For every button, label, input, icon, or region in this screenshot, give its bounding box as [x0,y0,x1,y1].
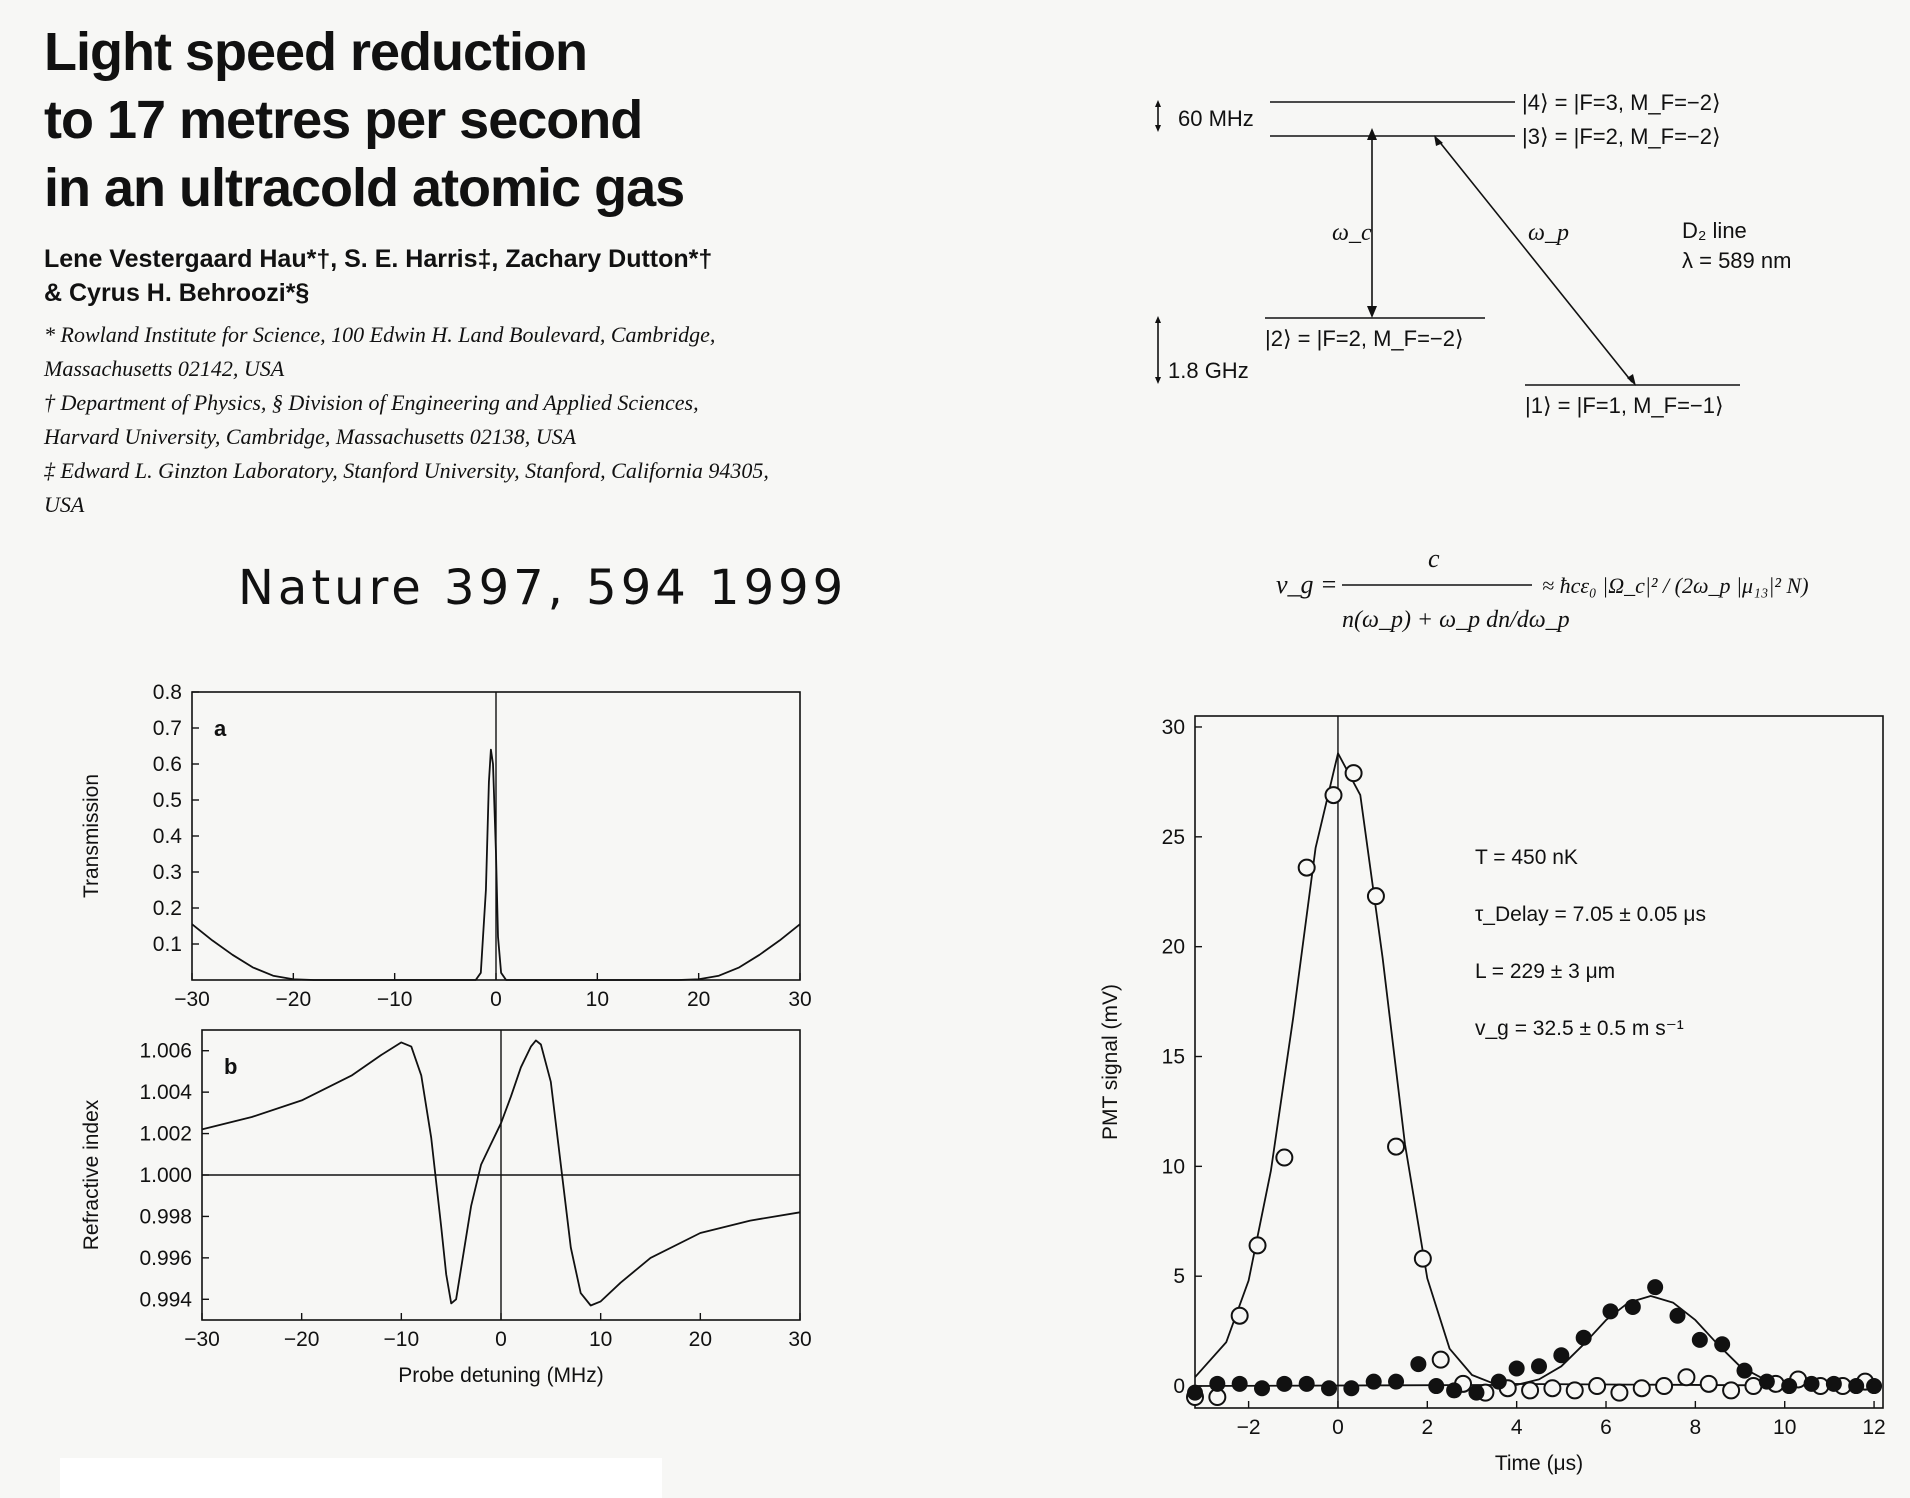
y-tick-label: 1.000 [139,1164,192,1187]
paper-title [44,18,924,222]
x-tick-label: 10 [1773,1416,1797,1439]
open-circle-point [1701,1376,1717,1392]
x-tick-label: −10 [376,988,413,1011]
filled-circle-point [1254,1380,1270,1396]
x-tick-label: 10 [588,1328,613,1351]
x-tick-label: −20 [275,988,312,1011]
blank-strip [60,1458,662,1498]
y-axis-label: Transmission [80,773,103,899]
fit-annotation: L = 229 ± 3 μm [1475,960,1616,983]
filled-circle-point [1491,1374,1507,1390]
panel-letter: b [224,1054,238,1079]
open-circle-point [1325,787,1341,803]
pmt-signal-chart [1085,700,1910,1492]
open-circle-point [1250,1237,1266,1253]
y-tick-label: 0.3 [152,861,182,884]
y-tick-label: 20 [1161,935,1185,959]
filled-circle-point [1321,1380,1337,1396]
open-circle-point [1589,1378,1605,1394]
equation-approximation: ≈ ħcε₀ |Ω_c|² / (2ω_p |μ₁₃|² N) [1542,573,1809,598]
y-axis-label: PMT signal (mV) [1099,984,1122,1140]
filled-circle-point [1804,1376,1820,1392]
x-tick-label: 20 [686,988,711,1011]
filled-circle-point [1576,1330,1592,1346]
open-circle-point [1634,1380,1650,1396]
filled-circle-point [1531,1358,1547,1374]
filled-circle-point [1388,1374,1404,1390]
y-tick-label: 15 [1161,1045,1185,1069]
energy-level-diagram [1140,80,1910,440]
fit-annotation: v_g = 32.5 ± 0.5 m s⁻¹ [1475,1017,1684,1040]
filled-circle-point [1553,1347,1569,1363]
probe-arrow [1438,140,1632,382]
affiliations [44,318,924,522]
open-circle-point [1276,1150,1292,1166]
y-tick-label: 1.006 [139,1039,192,1063]
filled-circle-point [1187,1385,1203,1401]
equation-denominator: n(ω_p) + ω_p dn/dω_p [1342,607,1570,633]
affiliation-line: ‡ Edward L. Ginzton Laboratory, Stanford University, Stanford, California 94305, [44,458,769,483]
d2-line-label: D₂ line [1682,218,1747,243]
affiliation-line: Massachusetts 02142, USA [44,356,285,381]
y-tick-label: 0.8 [152,681,182,704]
filled-circle-point [1343,1380,1359,1396]
state-4-label: |4⟩ = |F=3, M_F=−2⟩ [1522,90,1721,115]
group-velocity-equation [1270,535,1809,660]
state-3-label: |3⟩ = |F=2, M_F=−2⟩ [1522,124,1721,149]
author-line: Lene Vestergaard Hau*†, S. E. Harris‡, Zachary Dutton*† [44,245,713,273]
y-tick-label: 0.5 [152,789,182,812]
open-circle-point [1415,1251,1431,1267]
open-circle-point [1544,1380,1560,1396]
filled-circle-point [1410,1356,1426,1372]
open-circle-point [1433,1352,1449,1368]
x-tick-label: −30 [184,1328,220,1351]
author-line: & Cyrus H. Behroozi*§ [44,279,310,307]
title-line: in an ultracold atomic gas [44,158,685,218]
x-tick-label: 12 [1862,1416,1886,1439]
filled-circle-point [1468,1385,1484,1401]
x-tick-label: 8 [1689,1416,1702,1439]
y-tick-label: 5 [1173,1265,1185,1289]
y-tick-label: 30 [1161,715,1185,739]
author-list [44,242,944,310]
open-circle-point [1522,1382,1538,1398]
filled-circle-point [1692,1332,1708,1348]
filled-circle-point [1232,1376,1248,1392]
affiliation-line: * Rowland Institute for Science, 100 Edwin H. Land Boulevard, Cambridge, [44,322,716,347]
plot-frame [1195,716,1883,1408]
filled-circle-point [1866,1378,1882,1394]
y-tick-label: 1.004 [139,1081,192,1105]
x-axis-label: Time (μs) [1494,1452,1584,1475]
panel-letter: a [214,716,227,741]
coupling-label: ω_c [1332,220,1372,246]
filled-circle-point [1299,1376,1315,1392]
filled-circle-point [1446,1382,1462,1398]
x-tick-label: 4 [1510,1416,1523,1439]
filled-circle-point [1714,1336,1730,1352]
filled-circle-point [1276,1376,1292,1392]
open-circle-point [1678,1369,1694,1385]
filled-circle-point [1647,1279,1663,1295]
x-axis-label: Probe detuning (MHz) [398,1364,604,1387]
transmission-chart [60,665,830,1020]
y-axis-label: Refractive index [80,1099,103,1251]
filled-circle-point [1781,1378,1797,1394]
filled-circle-point [1366,1374,1382,1390]
y-tick-label: 0.2 [152,897,182,920]
filled-circle-point [1209,1376,1225,1392]
filled-circle-point [1428,1378,1444,1394]
y-tick-label: 0.7 [152,717,182,740]
equation-numerator: c [1428,544,1440,573]
y-tick-label: 0.1 [152,933,182,956]
y-tick-label: 0.994 [139,1288,192,1312]
filled-circle-point [1669,1308,1685,1324]
filled-circle-point [1625,1299,1641,1315]
wavelength-label: λ = 589 nm [1682,248,1792,273]
y-tick-label: 0.4 [152,825,182,848]
open-circle-point [1346,765,1362,781]
open-circle-point [1723,1382,1739,1398]
y-tick-label: 0.996 [139,1246,192,1270]
filled-circle-point [1509,1360,1525,1376]
x-tick-label: 0 [490,988,502,1011]
x-tick-label: −2 [1236,1416,1261,1439]
affiliation-line: † Department of Physics, § Division of Engineering and Applied Sciences, [44,390,699,415]
splitting-60mhz-label: 60 MHz [1178,106,1254,131]
handwritten-citation: Nature 397, 594 1999 [238,560,848,616]
y-tick-label: 0.998 [139,1205,192,1229]
title-line: Light speed reduction [44,22,588,82]
x-tick-label: 10 [585,988,610,1011]
x-tick-label: 0 [1332,1416,1344,1439]
affiliation-line: USA [44,492,85,517]
x-tick-label: 6 [1600,1416,1612,1439]
filled-circle-point [1848,1378,1864,1394]
equation-lhs: v_g = [1276,570,1338,599]
x-tick-label: −30 [174,988,210,1011]
state-1-label: |1⟩ = |F=1, M_F=−1⟩ [1525,393,1724,418]
y-tick-label: 0.6 [152,753,182,776]
x-tick-label: 30 [788,1328,812,1351]
y-tick-label: 0 [1173,1375,1185,1399]
fit-annotation: τ_Delay = 7.05 ± 0.05 μs [1475,903,1706,926]
state-2-label: |2⟩ = |F=2, M_F=−2⟩ [1265,326,1464,351]
open-circle-point [1232,1308,1248,1324]
x-tick-label: −20 [283,1328,320,1351]
y-tick-label: 25 [1161,825,1185,849]
open-circle-point [1611,1385,1627,1401]
open-circle-point [1388,1139,1404,1155]
affiliation-line: Harvard University, Cambridge, Massachusetts 02138, USA [44,424,577,449]
splitting-1p8ghz-label: 1.8 GHz [1168,358,1249,383]
filled-circle-point [1826,1376,1842,1392]
y-tick-label: 1.002 [139,1122,192,1146]
fit-annotation: T = 450 nK [1475,846,1578,869]
open-circle-point [1368,888,1384,904]
probe-label: ω_p [1528,220,1569,246]
x-tick-label: 2 [1421,1416,1434,1439]
open-circle-point [1299,860,1315,876]
x-tick-label: 0 [495,1328,507,1351]
filled-circle-point [1759,1374,1775,1390]
refractive-index-chart [60,1015,830,1387]
open-circle-point [1567,1382,1583,1398]
title-line: to 17 metres per second [44,90,643,150]
x-tick-label: −10 [383,1328,420,1351]
x-tick-label: 30 [788,988,812,1011]
x-tick-label: 20 [688,1328,713,1351]
y-tick-label: 10 [1161,1155,1185,1179]
open-circle-point [1656,1378,1672,1394]
filled-circle-point [1602,1303,1618,1319]
filled-circle-point [1737,1363,1753,1379]
